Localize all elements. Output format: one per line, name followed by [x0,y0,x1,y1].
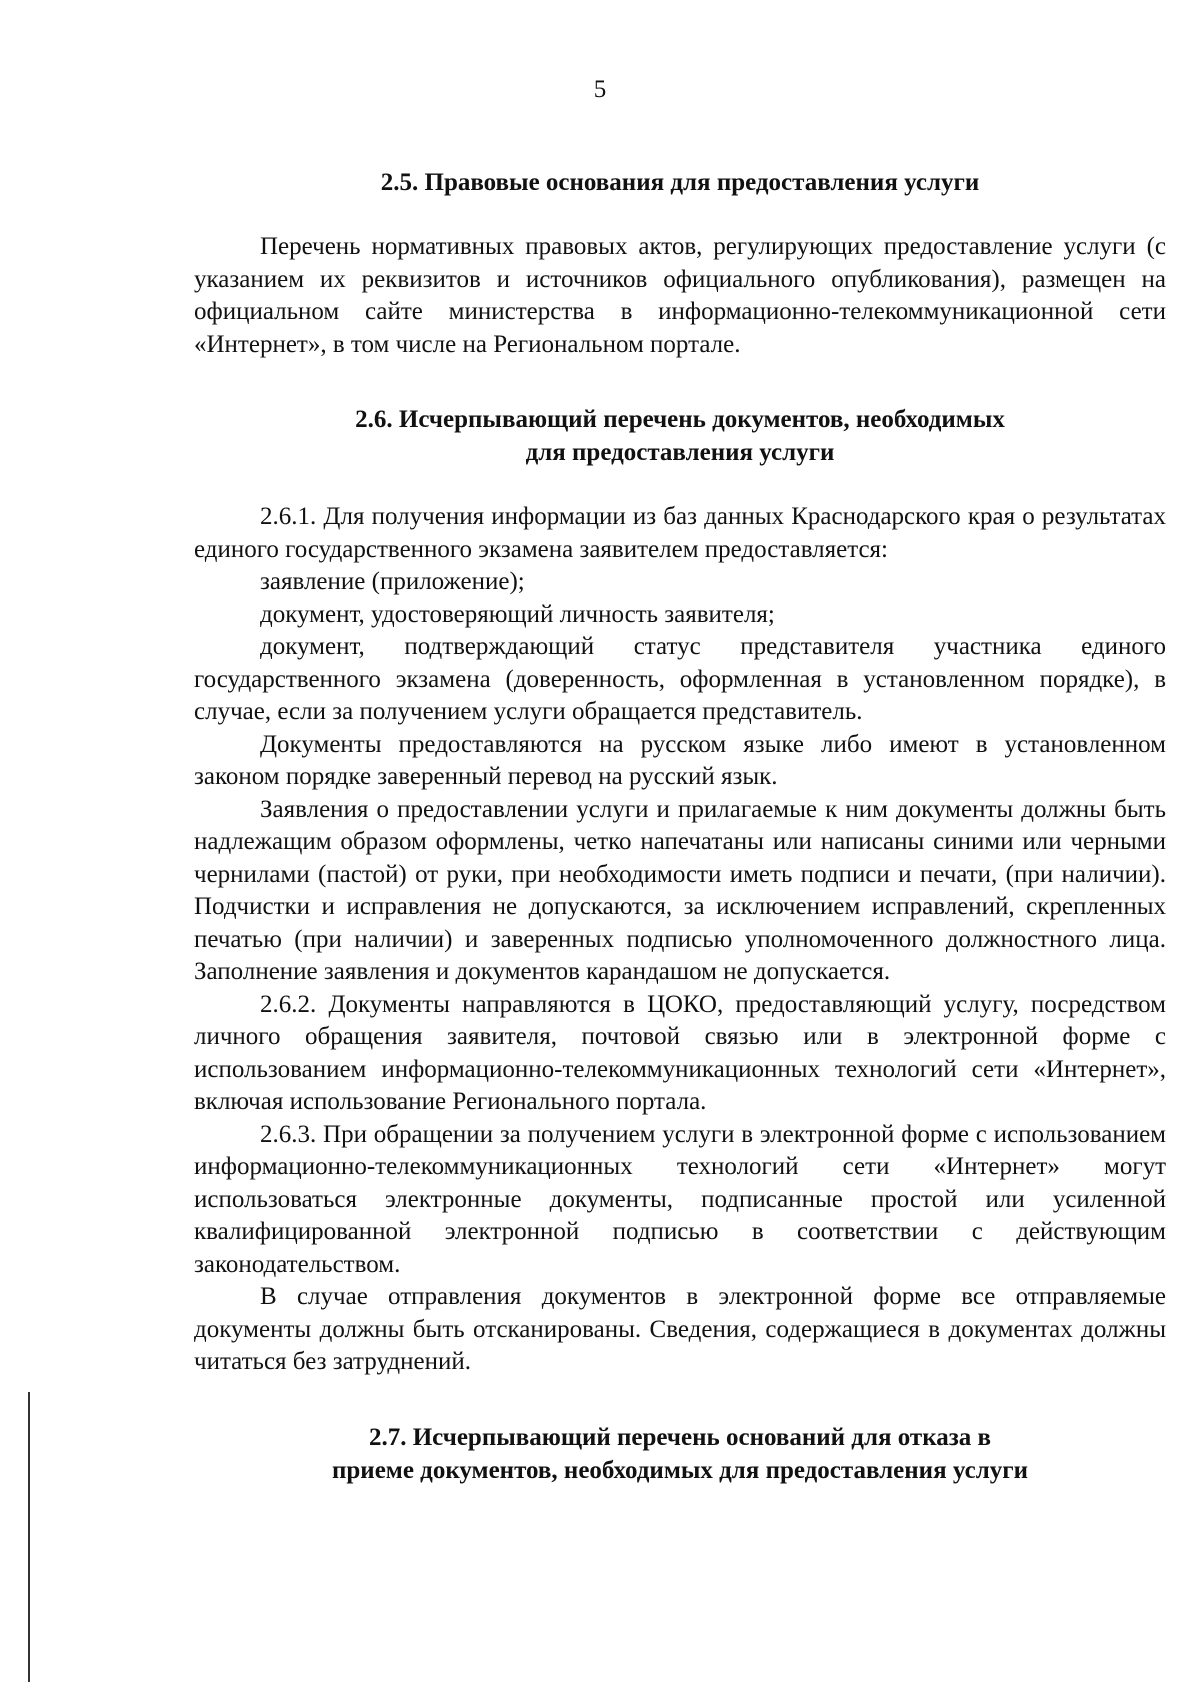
language-requirement-paragraph: Документы предоставляются на русском языке либо имеют в установленном законом порядке заверенный перевод на русский язык. [194,730,1166,790]
section-2-6-3-paragraph: 2.6.3. При обращении за получением услуги в электронной форме с использованием информационно-телекоммуникационных технологий сети «Интернет» могут использоваться электронные документы, подписанные простой или усиленной квалифицированной электронной подписью в соответствии с действующим законодательством. [194,1120,1166,1278]
document-format-paragraph: Заявления о предоставлении услуги и прилагаемые к ним документы должны быть надлежащим образом оформлены, четко напечатаны или написаны синими или черными чернилами (пастой) от руки, при необходимости иметь подписи и печати, (при наличии). Подчистки и исправления не допускаются, за исключением исправлений, скрепленных печатью (при наличии) и заверенных подписью уполномоченного должностного лица. Заполнение заявления и документов карандашом не допускается. [194,795,1166,985]
section-2-5-heading [194,166,1166,199]
margin-mark [28,1392,30,1682]
section-2-6-heading-line-1: 2.6. Исчерпывающий перечень документов, необходимых [355,406,1005,433]
section-2-7-heading-line-1: 2.7. Исчерпывающий перечень оснований для отказа в [368,1423,992,1451]
section-2-5-heading-text: 2.5. Правовые основания для предоставления услуги [380,169,980,196]
section-2-5-paragraph: Перечень нормативных правовых актов, регулирующих предоставление услуги (с указанием их реквизитов и источников официального опубликования), размещен на официальном сайте министерства в информационно-телекоммуникационной сети «Интернет», в том числе на Региональном портале. [194,233,1166,358]
section-2-6-2-paragraph: 2.6.2. Документы направляются в ЦОКО, предоставляющий услугу, посредством личного обращения заявителя, почтовой связью или в электронной форме с использованием информационно-телекоммуникационных технологий сети «Интернет», включая использование Регионального портала. [194,990,1166,1115]
list-item-identity-document: документ, удостоверяющий личность заявителя; [260,600,775,628]
section-2-6-heading-line-2: для предоставления услуги [525,439,835,466]
list-item-application: заявление (приложение); [260,568,525,595]
section-2-6-1-paragraph: 2.6.1. Для получения информации из баз данных Краснодарского края о результатах единого государственного экзамена заявителем предоставляется: [194,503,1166,563]
section-2-7-heading-line-2: приеме документов, необходимых для предоставления услуги [332,1456,1028,1484]
electronic-submission-paragraph: В случае отправления документов в электронной форме все отправляемые документы должны быть отсканированы. Сведения, содержащиеся в документах должны читаться без затруднений. [194,1283,1166,1375]
page-number: 5 [593,76,607,103]
list-item-representative-document: документ, подтверждающий статус представителя участника единого государственного экзамена (доверенность, оформленная в установленном порядке), в случае, если за получением услуги обращается представитель. [194,633,1166,725]
section-2-6-heading [194,403,1166,469]
section-2-7-heading [194,1421,1166,1487]
document-body [194,166,1166,1487]
